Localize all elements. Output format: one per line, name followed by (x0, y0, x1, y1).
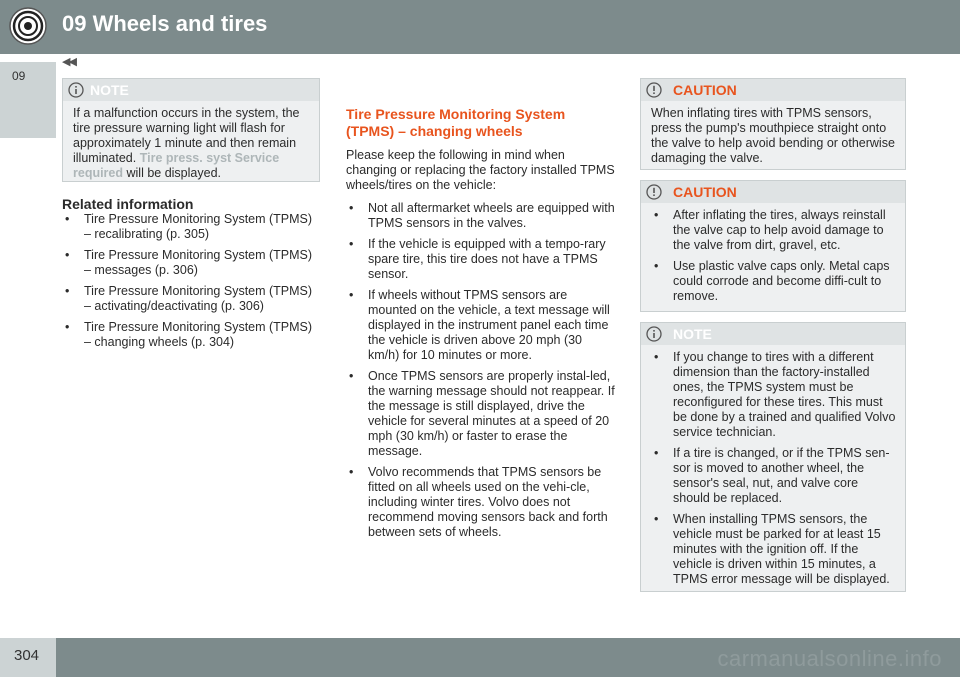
page-footer (0, 638, 960, 677)
tire-icon (8, 6, 48, 46)
note-header (641, 323, 905, 345)
related-information-list (62, 212, 320, 356)
caution-header (641, 79, 905, 101)
watermark: carmanualsonline.info (717, 646, 942, 671)
warning-icon (646, 82, 662, 98)
display-message: Tire press. syst Service required (73, 151, 280, 180)
list-item: • If wheels without TPMS sensors are mounted on the vehicle, a text message will displayed in the instrument panel each time the vehicle is driven above 20 mph (30 km/h) for 10 minutes or more. (346, 288, 616, 363)
caution-label: CAUTION (673, 82, 737, 98)
related-link[interactable]: • Tire Pressure Monitoring System (TPMS) – changing wheels (p. 304) (62, 320, 320, 350)
caution-box-2 (640, 180, 906, 312)
info-icon (646, 326, 662, 342)
note-body (641, 345, 905, 601)
chapter-number: 09 (12, 69, 26, 83)
related-link[interactable]: • Tire Pressure Monitoring System (TPMS) – messages (p. 306) (62, 248, 320, 278)
related-link[interactable]: • Tire Pressure Monitoring System (TPMS) – recalibrating (p. 305) (62, 212, 320, 242)
list-item: • Use plastic valve caps only. Metal caps could corrode and become diffi-cult to remove. (651, 259, 897, 304)
section-title: Tire Pressure Monitoring System (TPMS) – changing wheels (346, 106, 566, 139)
chapter-tab[interactable] (0, 62, 56, 138)
list-item: • If the vehicle is equipped with a tempo-rary spare tire, this tire does not have a TPMS sensor. (346, 237, 616, 282)
list-item: • Volvo recommends that TPMS sensors be fitted on all wheels used on the vehi-cle, including winter tires. Volvo does not recommend moving sensors back and forth between sets of wheels. (346, 465, 616, 540)
list-item: • Once TPMS sensors are properly instal-led, the warning message should not reappear. If the message is still displayed, drive the vehicle for several minutes at a speed of 20 mph (30 km/h) or faster to erase the message. (346, 369, 616, 459)
note-body (63, 101, 319, 189)
chapter-title: 09 Wheels and tires (62, 11, 268, 36)
related-link[interactable]: • Tire Pressure Monitoring System (TPMS) – activating/deactivating (p. 306) (62, 284, 320, 314)
note-text-end: will be displayed. (126, 166, 221, 180)
caution-body: When inflating tires with TPMS sensors, press the pump's mouthpiece straight onto the valve to help avoid bending or otherwise damaging the valve. (651, 106, 895, 165)
section-intro: Please keep the following in mind when changing or replacing the factory installed TPMS wheels/tires on the vehicle: (346, 148, 615, 192)
caution-box-1 (640, 78, 906, 170)
note-label: NOTE (90, 82, 129, 98)
caution-label: CAUTION (673, 184, 737, 200)
info-icon (68, 82, 84, 98)
page-number: 304 (14, 647, 40, 664)
note-header (63, 79, 319, 101)
list-item: • If a tire is changed, or if the TPMS sen-sor is moved to another wheel, the sensor's seal, nut, and valve core should be replaced. (651, 446, 897, 506)
caution-list (651, 208, 897, 304)
warning-icon (646, 184, 662, 200)
list-item: • When installing TPMS sensors, the vehicle must be parked for at least 15 minutes with the ignition off. If the vehicle is driven within 15 minutes, a TPMS error message will be displayed. (651, 512, 897, 587)
list-item: • Not all aftermarket wheels are equipped with TPMS sensors in the valves. (346, 201, 616, 231)
list-item: • After inflating the tires, always reinstall the valve cap to help avoid damage to the valve from dirt, gravel, etc. (651, 208, 897, 253)
section-bullet-list (346, 201, 616, 540)
page-number-tab (0, 638, 56, 677)
list-item: • If you change to tires with a different dimension than the factory-installed ones, the TPMS system must be reconfigured for these tires. This must be done by a trained and qualified Volvo service technician. (651, 350, 897, 440)
main-section (346, 106, 616, 546)
caution-body (641, 203, 905, 318)
back-navigation-icon[interactable]: ◀◀ (62, 56, 75, 68)
caution-header (641, 181, 905, 203)
note-text: If a malfunction occurs in the system, the tire pressure warning light will flash for approximately 1 minute and then remain illuminated. (73, 106, 300, 165)
note-box-2 (640, 322, 906, 592)
related-information-heading: Related information (62, 196, 194, 212)
page-header (0, 0, 960, 54)
note-list (651, 350, 897, 587)
note-label: NOTE (673, 326, 712, 342)
note-box-1 (62, 78, 320, 182)
